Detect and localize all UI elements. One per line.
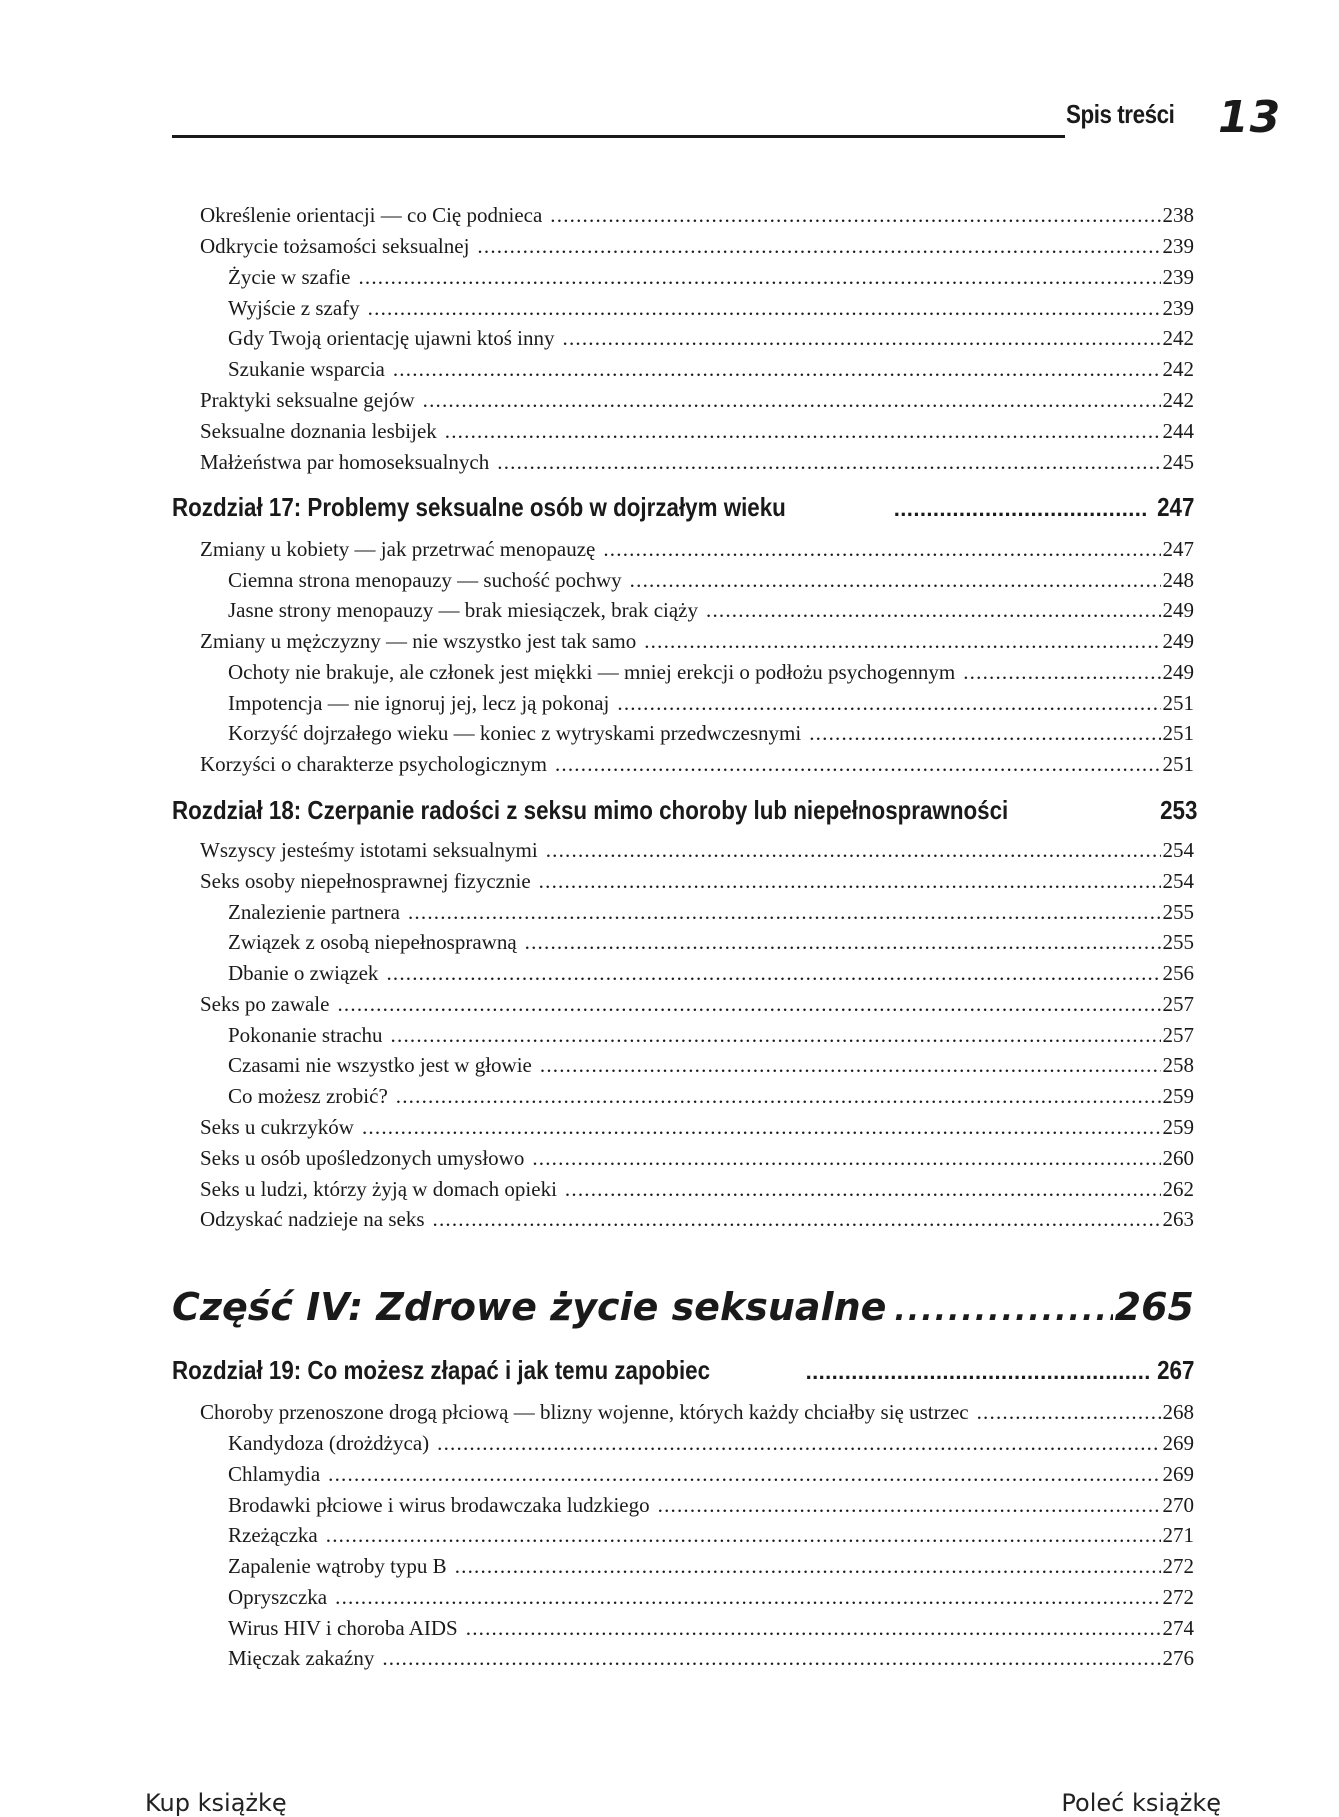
toc-entry-title: Wirus HIV i choroba AIDS bbox=[228, 1616, 458, 1640]
dot-leader bbox=[396, 1084, 1161, 1109]
toc-subentry bbox=[228, 961, 1194, 986]
dot-leader bbox=[423, 388, 1161, 413]
toc-entry-page: 251 bbox=[1162, 721, 1194, 745]
toc-entry-title: Część IV: Zdrowe życie seksualne bbox=[172, 1285, 887, 1329]
toc-entry-title: Kandydoza (drożdżyca) bbox=[228, 1431, 430, 1455]
toc-entry bbox=[200, 537, 1194, 562]
toc-entry-page: 242 bbox=[1162, 326, 1194, 350]
toc-entry-page: 255 bbox=[1162, 930, 1194, 954]
recommend-book-link[interactable]: Poleć książkę bbox=[1061, 1789, 1221, 1817]
toc-entry-page: 269 bbox=[1162, 1431, 1194, 1455]
toc-entry-title: Małżeństwa par homoseksualnych bbox=[200, 450, 490, 474]
toc-entry-page: 239 bbox=[1162, 234, 1194, 258]
dot-leader bbox=[963, 660, 1160, 685]
toc-entry-page: 242 bbox=[1162, 357, 1194, 381]
toc-entry-title: Opryszczka bbox=[228, 1585, 328, 1609]
toc-entry-title: Seks u ludzi, którzy żyją w domach opieki bbox=[200, 1177, 557, 1201]
toc-entry-title: Szukanie wsparcia bbox=[228, 357, 385, 381]
dot-leader bbox=[555, 752, 1161, 777]
dot-leader bbox=[532, 1146, 1160, 1171]
toc-entry-page: 254 bbox=[1162, 838, 1194, 862]
toc-entry-page: 257 bbox=[1162, 1023, 1194, 1047]
toc-entry bbox=[200, 419, 1194, 444]
toc-entry-title: Odkrycie tożsamości seksualnej bbox=[200, 234, 470, 258]
toc-subentry bbox=[228, 691, 1194, 716]
toc-entry-title: Zapalenie wątroby typu B bbox=[228, 1554, 447, 1578]
toc-subentry bbox=[228, 1585, 1194, 1610]
dot-leader bbox=[806, 1359, 1149, 1385]
buy-book-link[interactable]: Kup książkę bbox=[145, 1789, 287, 1817]
toc-entry-page: 255 bbox=[1162, 900, 1194, 924]
toc-entry-title: Wszyscy jesteśmy istotami seksualnymi bbox=[200, 838, 538, 862]
toc-entry bbox=[200, 1177, 1194, 1202]
dot-leader bbox=[617, 691, 1160, 716]
toc-entry-page: 269 bbox=[1162, 1462, 1194, 1486]
toc-entry bbox=[200, 1146, 1194, 1171]
toc-entry-page: 271 bbox=[1162, 1523, 1194, 1547]
running-header-title: Spis treści bbox=[1066, 99, 1175, 129]
header-rule bbox=[172, 135, 1065, 138]
toc-entry bbox=[200, 1400, 1194, 1425]
toc-subentry bbox=[228, 1646, 1194, 1671]
toc-subentry bbox=[228, 1431, 1194, 1456]
toc-entry-title: Związek z osobą niepełnosprawną bbox=[228, 930, 517, 954]
toc-subentry bbox=[228, 265, 1194, 290]
toc-entry-page: 258 bbox=[1162, 1053, 1194, 1077]
dot-leader bbox=[382, 1646, 1160, 1671]
toc-subentry bbox=[228, 296, 1194, 321]
toc-entry-title: Mięczak zakaźny bbox=[228, 1646, 375, 1670]
toc-subentry bbox=[228, 357, 1194, 382]
toc-entry bbox=[200, 629, 1194, 654]
toc-entry-page: 251 bbox=[1162, 691, 1194, 715]
toc-entry-page: 238 bbox=[1162, 203, 1194, 227]
toc-entry-title: Znalezienie partnera bbox=[228, 900, 400, 924]
toc-entry-page: 274 bbox=[1162, 1616, 1194, 1640]
dot-leader bbox=[539, 869, 1161, 894]
toc-entry-title: Odzyskać nadzieje na seks bbox=[200, 1207, 425, 1231]
toc-entry bbox=[200, 752, 1194, 777]
toc-entry-title: Określenie orientacji — co Cię podnieca bbox=[200, 203, 543, 227]
toc-subentry bbox=[228, 721, 1194, 746]
toc-entry-title: Życie w szafie bbox=[228, 265, 351, 289]
toc-entry-page: 249 bbox=[1162, 629, 1194, 653]
toc-entry-title: Rozdział 17: Problemy seksualne osób w dojrzałym wieku bbox=[172, 492, 786, 522]
toc-entry-title: Seks osoby niepełnosprawnej fizycznie bbox=[200, 869, 531, 893]
toc-entry-title: Brodawki płciowe i wirus brodawczaka ludzkiego bbox=[228, 1493, 650, 1517]
dot-leader bbox=[466, 1616, 1161, 1641]
toc-entry-page: 251 bbox=[1162, 752, 1194, 776]
toc-entry-page: 260 bbox=[1162, 1146, 1194, 1170]
toc-subentry bbox=[228, 900, 1194, 925]
dot-leader bbox=[497, 450, 1160, 475]
toc-subentry bbox=[228, 1493, 1194, 1518]
dot-leader bbox=[546, 838, 1161, 863]
dot-leader bbox=[563, 326, 1161, 351]
toc-entry-page: 262 bbox=[1162, 1177, 1194, 1201]
toc-entry-title: Praktyki seksualne gejów bbox=[200, 388, 415, 412]
toc-entry-title: Wyjście z szafy bbox=[228, 296, 360, 320]
toc-entry bbox=[200, 1115, 1194, 1140]
toc-entry-page: 245 bbox=[1162, 450, 1194, 474]
toc-entry-page: 248 bbox=[1162, 568, 1194, 592]
toc-subentry bbox=[228, 1462, 1194, 1487]
dot-leader bbox=[391, 1023, 1161, 1048]
dot-leader bbox=[706, 598, 1161, 623]
toc-subentry bbox=[228, 598, 1194, 623]
toc-entry-title: Impotencja — nie ignoruj jej, lecz ją pokonaj bbox=[228, 691, 610, 715]
toc-entry-title: Pokonanie strachu bbox=[228, 1023, 383, 1047]
toc-entry-title: Rzeżączka bbox=[228, 1523, 318, 1547]
toc-subentry bbox=[228, 1616, 1194, 1641]
toc-chapter-heading bbox=[172, 795, 1198, 826]
dot-leader bbox=[540, 1053, 1161, 1078]
dot-leader bbox=[977, 1400, 1161, 1425]
toc-subentry bbox=[228, 930, 1194, 955]
toc-entry-page: 265 bbox=[1114, 1285, 1194, 1329]
dot-leader bbox=[477, 234, 1160, 259]
toc-entry bbox=[200, 203, 1194, 228]
dot-leader bbox=[658, 1493, 1161, 1518]
dot-leader bbox=[335, 1585, 1160, 1610]
toc-entry-page: 267 bbox=[1156, 1355, 1194, 1385]
dot-leader bbox=[894, 496, 1149, 522]
toc-subentry bbox=[228, 660, 1194, 685]
dot-leader bbox=[393, 357, 1161, 382]
toc-entry-title: Czasami nie wszystko jest w głowie bbox=[228, 1053, 532, 1077]
dot-leader bbox=[809, 721, 1160, 746]
toc-entry-title: Ochoty nie brakuje, ale członek jest miękki — mniej erekcji o podłożu psychogennym bbox=[228, 660, 956, 684]
toc-chapter-heading bbox=[172, 492, 1194, 523]
toc-chapter-heading bbox=[172, 1355, 1194, 1386]
dot-leader bbox=[437, 1431, 1160, 1456]
toc-entry-page: 247 bbox=[1162, 537, 1194, 561]
toc-entry-page: 263 bbox=[1162, 1207, 1194, 1231]
dot-leader bbox=[894, 1293, 1112, 1328]
dot-leader bbox=[565, 1177, 1161, 1202]
toc-entry-title: Zmiany u mężczyzny — nie wszystko jest tak samo bbox=[200, 629, 637, 653]
dot-leader bbox=[550, 203, 1160, 228]
toc-subentry bbox=[228, 568, 1194, 593]
toc-entry-page: 244 bbox=[1162, 419, 1194, 443]
toc-entry-title: Zmiany u kobiety — jak przetrwać menopauzę bbox=[200, 537, 596, 561]
toc-entry-title: Rozdział 19: Co możesz złapać i jak temu zapobiec bbox=[172, 1355, 711, 1385]
dot-leader bbox=[433, 1207, 1161, 1232]
toc-part-heading bbox=[172, 1285, 1194, 1329]
toc-entry-page: 257 bbox=[1162, 992, 1194, 1016]
toc-entry-title: Dbanie o związek bbox=[228, 961, 379, 985]
toc-entry-title: Seksualne doznania lesbijek bbox=[200, 419, 437, 443]
toc-entry-page: 242 bbox=[1162, 388, 1194, 412]
toc-subentry bbox=[228, 1053, 1194, 1078]
toc-entry-page: 268 bbox=[1162, 1400, 1194, 1424]
dot-leader bbox=[386, 961, 1160, 986]
dot-leader bbox=[445, 419, 1161, 444]
page-number: 13 bbox=[1218, 92, 1282, 143]
toc-entry bbox=[200, 234, 1194, 259]
dot-leader bbox=[326, 1523, 1161, 1548]
toc-entry-title: Seks u cukrzyków bbox=[200, 1115, 354, 1139]
toc-entry-page: 270 bbox=[1162, 1493, 1194, 1517]
toc-subentry bbox=[228, 1523, 1194, 1548]
toc-subentry bbox=[228, 1554, 1194, 1579]
dot-leader bbox=[337, 992, 1160, 1017]
toc-entry-title: Gdy Twoją orientację ujawni ktoś inny bbox=[228, 326, 555, 350]
toc-entry-title: Chlamydia bbox=[228, 1462, 321, 1486]
toc-entry bbox=[200, 388, 1194, 413]
toc-entry bbox=[200, 992, 1194, 1017]
toc-entry-title: Ciemna strona menopauzy — suchość pochwy bbox=[228, 568, 622, 592]
dot-leader bbox=[644, 629, 1160, 654]
toc-entry-title: Jasne strony menopauzy — brak miesiączek, brak ciąży bbox=[228, 598, 698, 622]
toc-entry bbox=[200, 1207, 1194, 1232]
toc-entry bbox=[200, 838, 1194, 863]
dot-leader bbox=[630, 568, 1161, 593]
toc-entry-page: 249 bbox=[1162, 598, 1194, 622]
toc-entry-title: Choroby przenoszone drogą płciową — blizny wojenne, których każdy chciałby się ustrzec bbox=[200, 1400, 969, 1424]
toc-entry-page: 253 bbox=[1160, 795, 1198, 825]
dot-leader bbox=[603, 537, 1160, 562]
toc-entry-page: 239 bbox=[1162, 265, 1194, 289]
toc-entry-page: 239 bbox=[1162, 296, 1194, 320]
toc-entry-page: 276 bbox=[1162, 1646, 1194, 1670]
toc-entry-title: Seks u osób upośledzonych umysłowo bbox=[200, 1146, 525, 1170]
toc-entry-page: 259 bbox=[1162, 1084, 1194, 1108]
toc-entry bbox=[200, 450, 1194, 475]
dot-leader bbox=[525, 930, 1161, 955]
toc-entry-title: Rozdział 18: Czerpanie radości z seksu mimo choroby lub niepełnosprawności bbox=[172, 795, 1009, 825]
toc-subentry bbox=[228, 326, 1194, 351]
dot-leader bbox=[455, 1554, 1161, 1579]
toc-entry-page: 247 bbox=[1156, 492, 1194, 522]
toc-entry-page: 256 bbox=[1162, 961, 1194, 985]
toc-entry-page: 249 bbox=[1162, 660, 1194, 684]
toc-entry-page: 272 bbox=[1162, 1554, 1194, 1578]
toc-entry-page: 259 bbox=[1162, 1115, 1194, 1139]
toc-entry-title: Korzyść dojrzałego wieku — koniec z wytryskami przedwczesnymi bbox=[228, 721, 802, 745]
toc-entry-page: 254 bbox=[1162, 869, 1194, 893]
toc-subentry bbox=[228, 1023, 1194, 1048]
dot-leader bbox=[368, 296, 1161, 321]
dot-leader bbox=[358, 265, 1160, 290]
toc-entry-title: Seks po zawale bbox=[200, 992, 330, 1016]
dot-leader bbox=[408, 900, 1161, 925]
toc-subentry bbox=[228, 1084, 1194, 1109]
toc-entry bbox=[200, 869, 1194, 894]
toc-entry-page: 272 bbox=[1162, 1585, 1194, 1609]
dot-leader bbox=[328, 1462, 1160, 1487]
dot-leader bbox=[362, 1115, 1161, 1140]
toc-entry-title: Co możesz zrobić? bbox=[228, 1084, 388, 1108]
toc-entry-title: Korzyści o charakterze psychologicznym bbox=[200, 752, 547, 776]
